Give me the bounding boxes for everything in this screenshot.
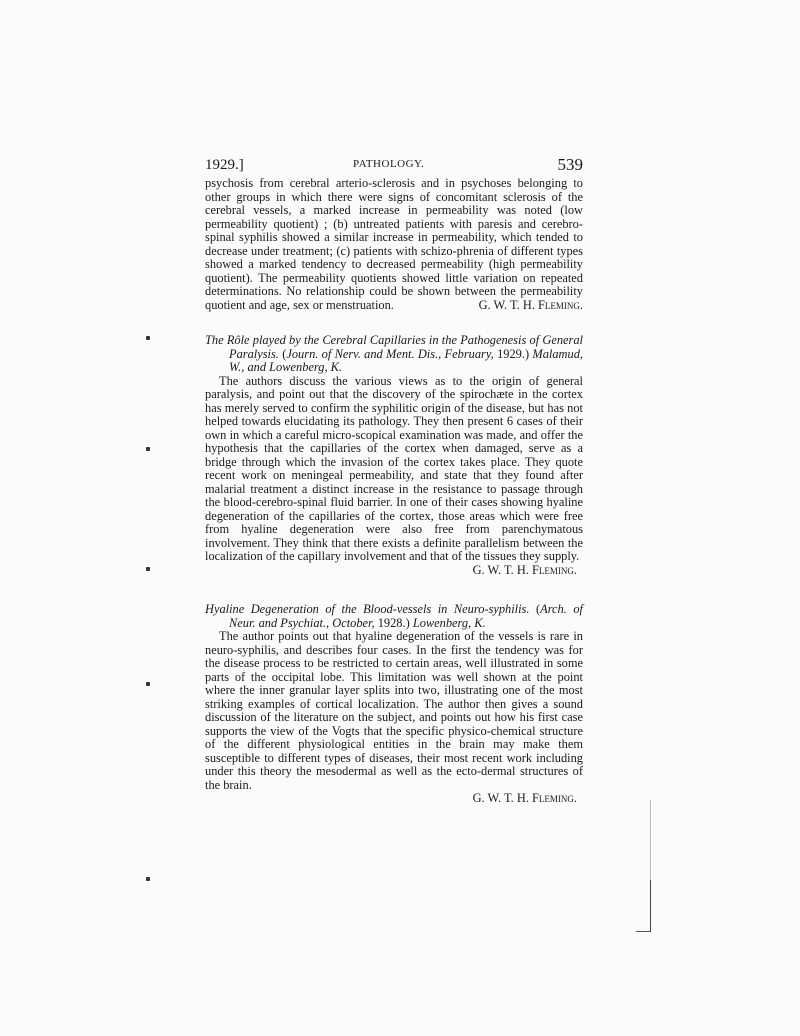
abstract-2-citation-open: ( [535, 602, 541, 616]
abstract-1-authors: Malamud, W., and Lowenberg, K. [229, 346, 583, 374]
abstract-1-citation-open: ( [282, 346, 287, 361]
abstract-2-year: 1928.) [377, 615, 410, 630]
abstract-1-body: The authors discuss the various views as to the origin of general paralysis, and point out that the discovery of the spirochæte in the cortex has merely served to confirm the syphilitic origin of the disease, but has not helped towards elucidating its pathology. They then present 6 cases of their own in which a careful micro-scopical examination was made, and offer the hypothesis that the capillaries of the cortex when damaged, serve as a bridge through which the invasion of the cortex takes place. They quote recent work on meningeal permeability, and state that they found after malarial treatment a distinct increase in the resistance to passage through the blood-cerebro-spinal fluid barrier. In one of their cases showing hyaline degeneration of the capillaries of the cortex, those areas which were free from hyaline degeneration were also free from parenchymatous involvement. They think that there exists a definite parallelism between the localization of the capillary involvement and that of the tissues they supply. [205, 373, 583, 563]
margin-mark [146, 567, 150, 571]
abstract-1-title: The Rôle played by the Cerebral Capillaries in the Pathogenesis of General Paralysis. [205, 333, 583, 361]
margin-mark [146, 682, 150, 686]
margin-mark [146, 877, 150, 881]
continuation-signature: G. W. T. H. Fleming. [478, 297, 583, 312]
abstract-2-body: The author points out that hyaline degeneration of the vessels is rare in neuro-syphilis, and describes four cases. In the first the tendency was for the disease process to be restricted to certain areas, well illustrated in some parts of the occipital lobe. This limitation was well shown at the point where the inner granular layer splits into two, illustrating one of the most striking examples of cortical localization. The author then gives a sound discussion of the literature on the subject, and points out how his first case supports the view of the Vogts that the specific physico-chemical structure of the different physiological entities in the brain may make them susceptible to different types of diseases, their most recent work including under this theory the mesodermal as well as the ecto-dermal structures of the brain. [205, 629, 583, 792]
running-head [205, 155, 583, 177]
abstract-1-journal: Journ. of Nerv. and Ment. Dis., February, [286, 346, 494, 361]
running-head-title: PATHOLOGY. [353, 158, 425, 170]
crop-line [636, 931, 651, 932]
abstract-2-signature: G. W. T. H. Fleming. [472, 791, 577, 805]
abstract-2-authors: Lowenberg, K. [412, 615, 486, 630]
abstract-1-year: 1929.) [497, 346, 530, 361]
crop-line [650, 880, 651, 932]
margin-mark [146, 447, 150, 451]
abstract-2-journal: Arch. of Neur. and Psychiat., October, [229, 602, 583, 630]
journal-page [205, 155, 583, 806]
abstract-1-heading [205, 334, 583, 375]
page-number: 539 [557, 155, 583, 174]
abstract-2-heading [205, 603, 583, 630]
continuation-paragraph [205, 177, 583, 312]
margin-mark [146, 336, 150, 340]
abstract-2-title: Hyaline Degeneration of the Blood-vessels in Neuro-syphilis. [205, 602, 530, 616]
continuation-text: psychosis from cerebral arterio-sclerosis and in psychoses belonging to other groups in which there were signs of concomitant sclerosis of the cerebral vessels, a marked increase in permeability was noted (low permeability quotient) ; (b) untreated patients with paresis and cerebro-spinal syphilis showed a similar increase in permeability, which tended to decrease under treatment; (c) patients with schizo-phrenia of different types showed a marked tendency to decreased permeability (high permeability quotient). The permeability quotients showed little variation on repeated determinations. No relationship could be shown between the permeability quotient and age, sex or menstruation. [205, 176, 583, 312]
running-head-year: 1929.] [205, 157, 244, 173]
abstract-1-signature: G. W. T. H. Fleming. [472, 562, 577, 577]
